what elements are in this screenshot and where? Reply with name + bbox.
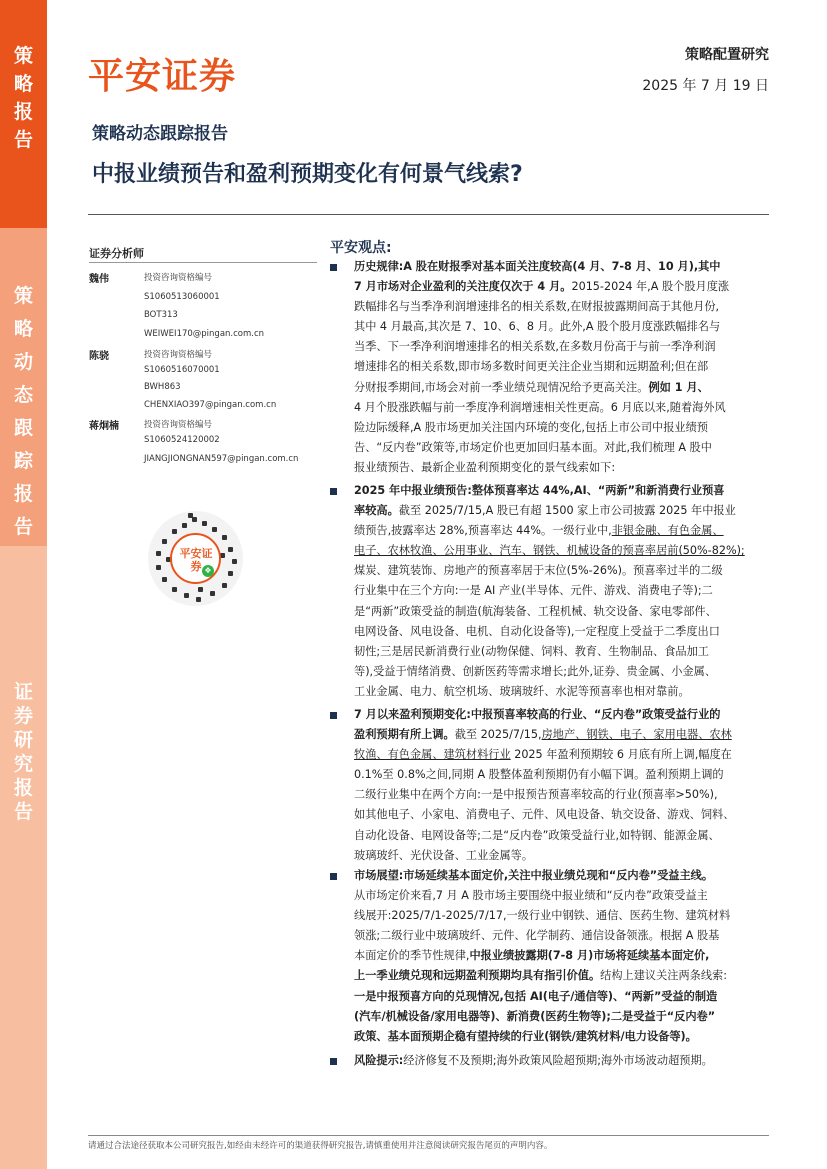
text-line: 电网设备、风电设备、电机、自动化设备等),一定程度上受益于二季度出口 bbox=[354, 624, 720, 638]
text-line: 7 月以来盈利预期变化:中报预喜率较高的行业、“反内卷”政策受益行业的 bbox=[354, 708, 721, 721]
bullet-market-outlook bbox=[330, 866, 778, 1047]
text-line: 电子、农林牧渔、公用事业、汽车、钢铁、机械设备的预喜率居前(50%-82%); bbox=[354, 544, 745, 558]
text-line: 牧渔、有色金属、建筑材料行业 bbox=[354, 748, 511, 762]
sidebar-label: 策略动态跟踪报告 bbox=[13, 285, 33, 538]
bullet-interim-forecast bbox=[330, 481, 778, 702]
mini-program-icon: ❖ bbox=[202, 565, 214, 577]
bullet-marker bbox=[330, 712, 337, 719]
qr-brand-badge bbox=[170, 533, 221, 584]
text-line: 2015-2024 年,A 股个股月度涨 bbox=[571, 280, 730, 294]
sidebar-block-research bbox=[0, 546, 47, 1169]
text-line: 从市场定价来看,7 月 A 股市场主要围绕中报业绩和“反内卷”政策受益主 bbox=[354, 889, 708, 903]
analyst-code: BWH863 bbox=[144, 382, 181, 392]
text-line: 4 月个股涨跌幅与前一季度净利润增速相关性更高。6 月底以来,随着海外风 bbox=[354, 400, 726, 414]
text-line: 行业集中在三个方向:一是 AI 产业(半导体、元件、游戏、消费电子等);二 bbox=[354, 584, 713, 598]
text-line: 跌幅排名与当季净利润增速排名的相关系数,在财报披露期间高于其他月份, bbox=[354, 300, 720, 314]
sidebar-label: 证券研究报告 bbox=[13, 681, 33, 823]
text-line: 政策、基本面预期企稳有望持续的行业(钢铁/建筑材料/电力设备等)。 bbox=[354, 1029, 697, 1043]
text-line: 工业金属、电力、航空机场、玻璃玻纤、水泥等预喜率也相对靠前。 bbox=[354, 684, 690, 698]
report-type: 策略动态跟踪报告 bbox=[92, 124, 228, 144]
bullet-marker bbox=[330, 264, 337, 271]
analyst-code: BOT313 bbox=[144, 310, 178, 320]
text-line: 本面定价的季节性规律, bbox=[354, 949, 470, 963]
text-line: 截至 2025/7/15,A 股已有超 1500 家上市公司披露 2025 年中报业 bbox=[398, 504, 736, 518]
text-line: 报业绩预告、最新企业盈利预期变化的景气线索如下: bbox=[354, 460, 616, 474]
text-line: 例如 1 月、 bbox=[648, 380, 709, 394]
text-line: 煤炭、建筑装饰、房地产的预喜率居于末位(5%-26%)。预喜率过半的二级 bbox=[354, 564, 723, 578]
footer-divider bbox=[88, 1135, 769, 1136]
analyst-cert-label: 投资咨询资格编号 bbox=[144, 273, 213, 283]
text-line: 经济修复不及预期;海外政策风险超预期;海外市场波动超预期。 bbox=[403, 1054, 713, 1067]
header-divider bbox=[88, 214, 769, 215]
bullet-marker bbox=[330, 1058, 337, 1065]
analyst-email[interactable]: WEIWEI170@pingan.com.cn bbox=[144, 329, 265, 339]
text-line: 分财报季期间,市场会对前一季业绩兑现情况给予更高关注。 bbox=[354, 380, 649, 394]
doc-category: 策略配置研究 bbox=[685, 47, 769, 63]
qr-brand-text: 平安证券 bbox=[179, 547, 213, 573]
text-line: 截至 2025/7/15, bbox=[454, 728, 542, 742]
text-line: 中报业绩披露期(7-8 月)市场将延续基本面定价, bbox=[469, 949, 710, 963]
viewpoint-heading: 平安观点: bbox=[330, 240, 392, 256]
qr-code[interactable] bbox=[148, 511, 243, 606]
text-line: 线展开:2025/7/1-2025/7/17,一级行业中钢铁、通信、医药生物、建筑材料 bbox=[354, 909, 731, 923]
sidebar-block-report-type bbox=[0, 228, 47, 546]
page-title: 中报业绩预告和盈利预期变化有何景气线索? bbox=[92, 162, 523, 187]
text-line: 其中 4 月最高,其次是 7、10、6、8 月。此外,A 股个股月度涨跌幅排名与 bbox=[354, 320, 721, 334]
analyst-cert-label: 投资咨询资格编号 bbox=[144, 350, 213, 360]
text-line: 韧性;三是居民新消费行业(动物保健、饲料、教育、生物制品、食品加工 bbox=[354, 644, 709, 658]
bullet-marker bbox=[330, 488, 337, 495]
text-line: 盈利预期有所上调。 bbox=[354, 728, 455, 742]
sidebar-block-strategy bbox=[0, 0, 47, 228]
text-line: 增速排名的相关系数,即市场多数时间更关注企业当期和远期盈利;但在部 bbox=[354, 360, 709, 374]
text-line: 当季、下一季净利润增速排名的相关系数,在多数月份高于与前一季净利润 bbox=[354, 340, 716, 354]
text-line: 等),受益于情绪消费、创新医药等需求增长;此外,证券、贵金属、小金属、 bbox=[354, 664, 717, 678]
text-line: 是“两新”政策受益的制造(航海装备、工程机械、轨交设备、家电零部件、 bbox=[354, 604, 717, 618]
bullet-risk bbox=[330, 1051, 778, 1071]
analyst-email[interactable]: CHENXIAO397@pingan.com.cn bbox=[144, 400, 277, 410]
sidebar bbox=[0, 0, 47, 1169]
text-line: 2025 年中报业绩预告:整体预喜率达 44%,AI、“两新”和新消费行业预喜 bbox=[354, 484, 725, 497]
analyst-cert-number: S1060516070001 bbox=[144, 365, 220, 375]
analyst-cert-number: S1060513060001 bbox=[144, 292, 220, 302]
footer-disclaimer: 请通过合法途径获取本公司研究报告,如经由未经许可的渠道获得研究报告,请慎重使用并注意阅读研究报告尾页的声明内容。 bbox=[88, 1141, 553, 1151]
text-line: 二级行业集中在两个方向:一是中报预告预喜率较高的行业(预喜率>50%), bbox=[354, 788, 718, 802]
doc-date: 2025 年 7 月 19 日 bbox=[642, 78, 769, 94]
text-line: 历史规律:A 股在财报季对基本面关注度较高(4 月、7-8 月、10 月),其中 bbox=[354, 260, 721, 273]
bullet-history bbox=[330, 257, 778, 478]
text-line: 绩预告,披露率达 28%,预喜率达 44%。一级行业中, bbox=[354, 524, 612, 538]
text-line: 结构上建议关注两条线索: bbox=[600, 969, 727, 983]
analysts-divider bbox=[89, 262, 317, 263]
text-line: 自动化设备、电网设备等;二是“反内卷”政策受益行业,如特钢、能源金属、 bbox=[354, 828, 720, 842]
text-line: 房地产、钢铁、电子、家用电器、农林 bbox=[541, 728, 732, 742]
analyst-email[interactable]: JIANGJIONGNAN597@pingan.com.cn bbox=[144, 454, 299, 464]
text-line: 领涨;二级行业中玻璃玻纤、元件、化学制药、通信设备领涨。根据 A 股基 bbox=[354, 929, 720, 943]
text-line: 率较高。 bbox=[354, 504, 399, 518]
bullet-earnings-expectation bbox=[330, 705, 778, 866]
text-line: 市场展望:市场延续基本面定价,关注中报业绩兑现和“反内卷”受益主线。 bbox=[354, 869, 714, 882]
text-line: 非银金融、有色金属、 bbox=[611, 524, 724, 538]
text-line: 上一季业绩兑现和远期盈利预期均具有指引价值。 bbox=[354, 969, 601, 983]
text-line: 7 月市场对企业盈利的关注度仅次于 4 月。 bbox=[354, 280, 572, 294]
text-line: 玻璃玻纤、光伏设备、工业金属等。 bbox=[354, 848, 534, 862]
analyst-cert-number: S1060524120002 bbox=[144, 435, 220, 445]
text-line: 告、“反内卷”政策等,市场定价也更加回归基本面。对此,我们梳理 A 股中 bbox=[354, 440, 712, 454]
bullet-marker bbox=[330, 873, 337, 880]
text-line: 2025 年盈利预期较 6 月底有所上调,幅度在 bbox=[510, 748, 732, 762]
analyst-name: 魏伟 bbox=[89, 274, 109, 285]
text-line: (汽车/机械设备/家用电器等)、新消费(医药生物等);二是受益于“反内卷” bbox=[354, 1009, 716, 1023]
analysts-heading: 证券分析师 bbox=[89, 247, 144, 260]
text-line: 0.1%至 0.8%之间,同期 A 股整体盈利预期仍有小幅下调。盈利预期上调的 bbox=[354, 768, 724, 782]
text-line: 险边际缓释,A 股市场更加关注国内环境的变化,包括上市公司中报业绩预 bbox=[354, 420, 708, 434]
analyst-name: 蒋炯楠 bbox=[89, 421, 119, 432]
analyst-name: 陈骁 bbox=[89, 351, 109, 362]
text-line: 如其他电子、小家电、消费电子、元件、风电设备、轨交设备、游戏、饲料、 bbox=[354, 808, 735, 822]
sidebar-label: 策略报告 bbox=[13, 45, 33, 151]
brand-logo: 平安证券 bbox=[88, 56, 237, 97]
text-line: 一是中报预喜方向的兑现情况,包括 AI(电子/通信等)、“两新”受益的制造 bbox=[354, 989, 718, 1003]
analyst-cert-label: 投资咨询资格编号 bbox=[144, 420, 213, 430]
text-line: 风险提示: bbox=[354, 1054, 404, 1067]
